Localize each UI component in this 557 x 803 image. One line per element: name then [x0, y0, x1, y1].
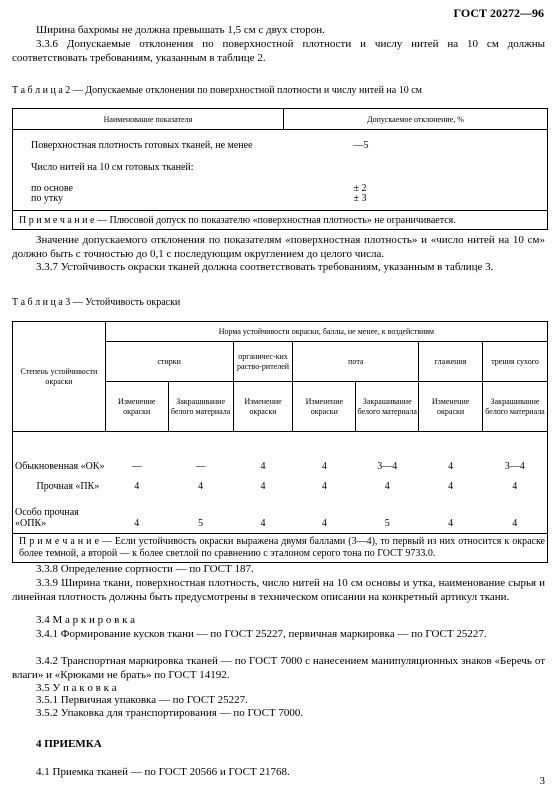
table2-row-value: —5 [353, 140, 369, 151]
table2-row-value: ± 2 [353, 183, 367, 194]
table3-span-header: Норма устойчивости окраски, баллы, не менее, к воздействиям [105, 322, 547, 342]
paragraph-3-3-9: 3.3.9 Ширина ткани, поверхностная плотность, число нитей на 10 см основы и утка, наименование сырья и линейная плотность должны быть предусмотрены в техническом описании на конкретный артикул ткани. [12, 577, 545, 603]
table3-caption-label: Т а б л и ц а 3 [12, 297, 71, 308]
table2-row-name: по основе [31, 183, 73, 194]
table3-row-label: Прочная «ПК» [36, 481, 100, 492]
section-4-heading: 4 ПРИЕМКА [36, 738, 102, 750]
table2-note-text: — Плюсовой допуск по показателю «поверхностная плотность» не ограничивается. [94, 214, 456, 226]
table3-cell: 4 [134, 481, 140, 492]
table3-cell: 4 [448, 518, 454, 529]
table3-cell: 3—4 [504, 460, 525, 472]
table3-cell: 4 [260, 518, 266, 529]
table3-note-text: — Если устойчивость окраски выражена двумя баллами (3—4), то первый из них относится к окраске более темной, а второй — к более светлой по сравнению с эталоном серого тона по ГОСТ 9733.0. [19, 536, 545, 559]
table3-cell: 4 [384, 481, 390, 492]
table2-header-deviation: Допускаемое отклонение, % [284, 109, 548, 130]
table3-stub-header: Степень устойчивости окраски [13, 322, 106, 432]
table3-sub-change: Изменение окраски [233, 382, 293, 432]
table2-note-label: П р и м е ч а н и е [19, 214, 95, 226]
paragraph-3-4-2: 3.4.2 Транспортная маркировка тканей — по ГОСТ 7000 с нанесением манипуляционных знаков «Беречь от влаги» и «Крюками не брать» по ГОСТ 14192. [12, 655, 545, 681]
table2-header-name: Наименование показателя [13, 109, 284, 130]
paragraph-3-4-1: 3.4.1 Формирование кусков ткани — по ГОСТ 25227, первичная маркировка — по ГОСТ 25227. [36, 628, 487, 640]
table3-cell: 4 [260, 481, 266, 492]
table2-note [13, 211, 548, 230]
table3-group-washing: стирки [105, 342, 233, 382]
table3-sub-stain: Закрашивание белого материала [483, 382, 548, 432]
table3-row-label: Обыкновенная «ОК» [15, 460, 105, 472]
table2-caption [12, 85, 545, 97]
table3-cell: 4 [321, 481, 327, 492]
table3-cell: — [195, 460, 206, 472]
table3-cell: 4 [448, 460, 454, 472]
table3-row-label: Особо прочная «ОПК» [15, 507, 79, 529]
table3-note-label: П р и м е ч а н и е [19, 536, 99, 547]
table-2 [12, 108, 548, 230]
table2-row-name: по утку [31, 193, 63, 204]
table3-sub-change: Изменение окраски [419, 382, 483, 432]
table3-cell: 4 [198, 481, 204, 492]
heading-3-4-marking: 3.4 М а р к и р о в к а [36, 614, 136, 626]
fringe-paragraph: Ширина бахромы не должна превышать 1,5 см с двух сторон. [36, 24, 325, 36]
heading-3-5-packaging: 3.5 У п а к о в к а [36, 682, 117, 694]
table3-cell: 4 [512, 518, 518, 529]
table3-cell: 4 [448, 481, 454, 492]
paragraph-3-3-6: 3.3.6 Допускаемые отклонения по поверхностной плотности и числу нитей на 10 см должны соответствовать требованиям, указанным в таблице 2. [12, 38, 545, 64]
table3-cell: 4 [512, 481, 518, 492]
table3-cell: 4 [321, 460, 327, 472]
table3-note [13, 534, 548, 563]
table2-caption-text: — Допускаемые отклонения по поверхностной плотности и числу нитей на 10 см [70, 85, 422, 96]
paragraph-4-1: 4.1 Приемка тканей — по ГОСТ 20566 и ГОСТ 21768. [36, 766, 290, 778]
paragraph-3-3-8: 3.3.8 Определение сортности — по ГОСТ 187. [36, 563, 254, 575]
table3-sub-stain: Закрашивание белого материала [356, 382, 419, 432]
table2-row-value: ± 3 [353, 193, 367, 204]
table2-row-value [284, 154, 548, 176]
table3-cell: 4 [134, 518, 140, 529]
table3-caption [12, 297, 545, 309]
table-row [13, 432, 548, 476]
table3-group-solvents: органичес-ких раство-рителей [233, 342, 293, 382]
table3-sub-change: Изменение окраски [293, 382, 356, 432]
table3-cell: 4 [260, 460, 266, 472]
table3-group-dry-rubbing: трения сухого [483, 342, 548, 382]
table3-sub-stain: Закрашивание белого материала [168, 382, 233, 432]
table3-cell: — [131, 460, 142, 472]
table3-group-sweat: пота [293, 342, 419, 382]
paragraph-3-5-1: 3.5.1 Первичная упаковка — по ГОСТ 25227. [36, 694, 248, 706]
table3-cell: 3—4 [377, 460, 398, 472]
table3-sub-change: Изменение окраски [105, 382, 168, 432]
table2-caption-label: Т а б л и ц а 2 [12, 85, 71, 96]
table2-row-name: Число нитей на 10 см готовых тканей: [31, 162, 194, 173]
paragraph-deviation-rounding: Значение допускаемого отклонения по показателям «поверхностная плотность» и «число нитей на 10 см» должно быть с точностью до 0,1 с последующим округлением до целого числа. [12, 234, 545, 260]
table2-row-name: Поверхностная плотность готовых тканей, не менее [31, 140, 253, 151]
table-3 [12, 321, 548, 563]
table3-cell: 5 [198, 518, 204, 529]
table3-caption-text: — Устойчивость окраски [70, 297, 181, 308]
table3-group-ironing: глажения [419, 342, 483, 382]
document-header: ГОСТ 20272—96 [453, 6, 544, 20]
page-number: 3 [539, 775, 545, 787]
table-row [13, 476, 548, 498]
table3-cell: 4 [321, 518, 327, 529]
paragraph-3-3-7: 3.3.7 Устойчивость окраски тканей должна соответствовать требованиям, указанным в таблице 3. [36, 261, 494, 273]
table-row [13, 498, 548, 534]
table3-cell: 5 [384, 518, 390, 529]
paragraph-3-5-2: 3.5.2 Упаковка для транспортирования — по ГОСТ 7000. [36, 707, 304, 719]
